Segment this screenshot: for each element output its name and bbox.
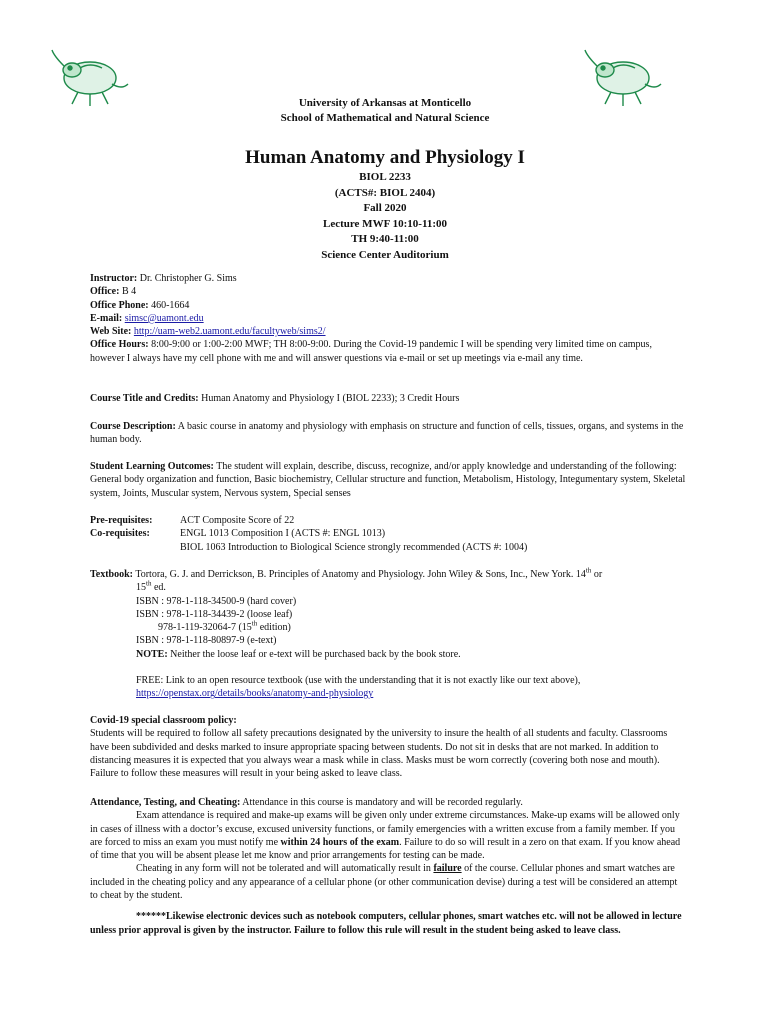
term: Fall 2020 [363,202,407,214]
isbn-15th: 978-1-119-32064-7 (15 [158,622,252,634]
office-hours-value: 8:00-9:00 or 1:00-2:00 MWF; TH 8:00-9:00. During the Covid-19 pandemic I will be spending very limited time on campus, however I always have my cell phone with me and will answer questions via e-mail or set up meetings via e-mail any time. [90,339,652,364]
credits-text: Human Anatomy and Physiology I (BIOL 2233); 3 Credit Hours [201,393,460,404]
outcomes-section [90,460,687,500]
textbook-citation-end: or [591,569,603,580]
cheating-policy-text: Cheating in any form will not be tolerated and will automatically result in [136,863,434,875]
superscript: th [146,579,152,588]
instructor-name: Dr. Christopher G. Sims [139,273,237,284]
course-number: BIOL 2233 [359,171,411,183]
office-label: Office: [90,286,120,298]
web-label: Web Site: [90,326,132,338]
exam-deadline: within 24 hours of the exam [280,836,400,848]
email-label: E-mail: [90,312,123,324]
prereq-section [90,514,687,554]
location: Science Center Auditorium [321,248,449,261]
openstax-link[interactable]: https://openstax.org/details/books/anatomy-and-physiology [136,688,374,700]
credits-section [90,392,687,405]
description-text: A basic course in anatomy and physiology with emphasis on structure and function of cells, tissues, organs, and systems in the human body. [90,421,684,446]
cheating-policy-text-end: of the course. Cellular phones and smart watches are included in the cheating policy and any appearance of a cellular phone (or other communication devise) during a test will be considered an attempt to cheat by the student. [90,863,678,902]
textbook-citation: Tortora, G. J. and Derrickson, B. Principles of Anatomy and Physiology. John Wiley & Sons, Inc., New York. 14 [135,569,586,580]
textbook-label: Textbook: [90,569,133,580]
exam-policy-text-end: . Failure to do so will result in a zero on that exam. If you know ahead of time that you will be absent please let me know and prior arrangements for testing can be made. [90,836,681,862]
instructor-label: Instructor: [90,273,138,284]
website-link[interactable]: http://uam-web2.uamont.edu/facultyweb/sims2/ [133,326,326,338]
covid-text: Students will be required to follow all safety precautions designated by the university to insure the health of all students and faculty. Classrooms have been subdivided and desks marked to insure appropriate spacing between students. Do not sit in desks that are not marked. In addition to distancing measures it is expected that you always wear a mask while in class. Masks must be worn correctly (covering both nose and mouth). Failure to follow these measures will result in your being asked to leave class. [90,728,668,780]
electronics-policy: ******Likewise electronic devices such as notebook computers, cellular phones, smart watches etc. will not be allowed in lecture unless prior approval is given by the instructor. Failure to follow this rule will result in the student being asked to leave class. [90,911,682,936]
attendance-label: Attendance, Testing, and Cheating: [90,797,241,808]
isbn-looseleaf: ISBN : 978-1-118-34439-2 (loose leaf) [136,608,293,620]
isbn-etext: ISBN : 978-1-118-80897-9 (e-text) [136,635,277,647]
prereq-item: ACT Composite Score of 22 [180,515,295,526]
exam-policy-text: Exam attendance is required and make-up exams will be given only under extreme circumstances. Make-up exams will be allowed only in cases of illness with a doctor’s excuse, excused university functions, or family emergencies with a written excuse from a family member. If you are forced to miss an exam you must notify me [90,810,680,848]
school-name: School of Mathematical and Natural Science [280,112,490,124]
credits-label: Course Title and Credits: [90,393,199,404]
note-label: NOTE: [136,648,168,660]
covid-section [90,714,687,780]
outcomes-text: The student will explain, describe, discuss, recognize, and/or apply knowledge and understanding of the following: General body organization and function, Basic biochemistry, Cellular structure and function, Metabolism, Histology, Integumentary system, Skeletal system, Joints, Muscular system, Nervous system, Special senses [90,461,686,499]
covid-label: Covid-19 special classroom policy: [90,715,237,726]
instructor-block [90,272,687,365]
course-title: Human Anatomy and Physiology I [245,147,525,168]
prereq-label: Pre-requisites: [90,515,153,526]
prereq-item: BIOL 1063 Introduction to Biological Science strongly recommended (ACTS #: 1004) [180,541,528,553]
superscript: th [251,619,258,628]
phone-label: Office Phone: [90,299,149,311]
textbook-section [90,568,687,701]
free-text: FREE: Link to an open resource textbook (use with the understanding that it is not exactly like our text above), [136,675,581,687]
thursday-times: TH 9:40-11:00 [351,233,419,245]
lecture-times: Lecture MWF 10:10-11:00 [322,217,448,230]
note-text: Neither the loose leaf or e-text will be purchased back by the book store. [170,648,461,660]
outcomes-label: Student Learning Outcomes: [90,461,214,472]
email-link[interactable]: simsc@uamont.edu [124,312,204,324]
office-value: B 4 [121,286,137,298]
superscript: th [585,566,592,575]
edition-suffix: ed. [151,582,166,594]
course-info-lines [0,170,770,263]
failure-word: failure [433,863,462,875]
prereq-item: ENGL 1013 Composition I (ACTS #: ENGL 1013) [180,528,386,540]
edition-number: 15 [136,582,146,594]
description-label: Course Description: [90,421,176,432]
coreq-label: Co-requisites: [90,528,150,540]
isbn-hardcover: ISBN : 978-1-118-34500-9 (hard cover) [136,595,297,607]
attendance-intro: Attendance in this course is mandatory and will be recorded regularly. [242,797,523,808]
university-name: University of Arkansas at Monticello [298,97,472,109]
description-section [90,420,687,447]
isbn-15th-suffix: edition) [257,622,291,634]
acts-number: (ACTS#: BIOL 2404) [334,186,436,199]
attendance-section [90,796,687,937]
phone-value: 460-1664 [151,299,190,311]
office-hours-label: Office Hours: [90,339,149,351]
